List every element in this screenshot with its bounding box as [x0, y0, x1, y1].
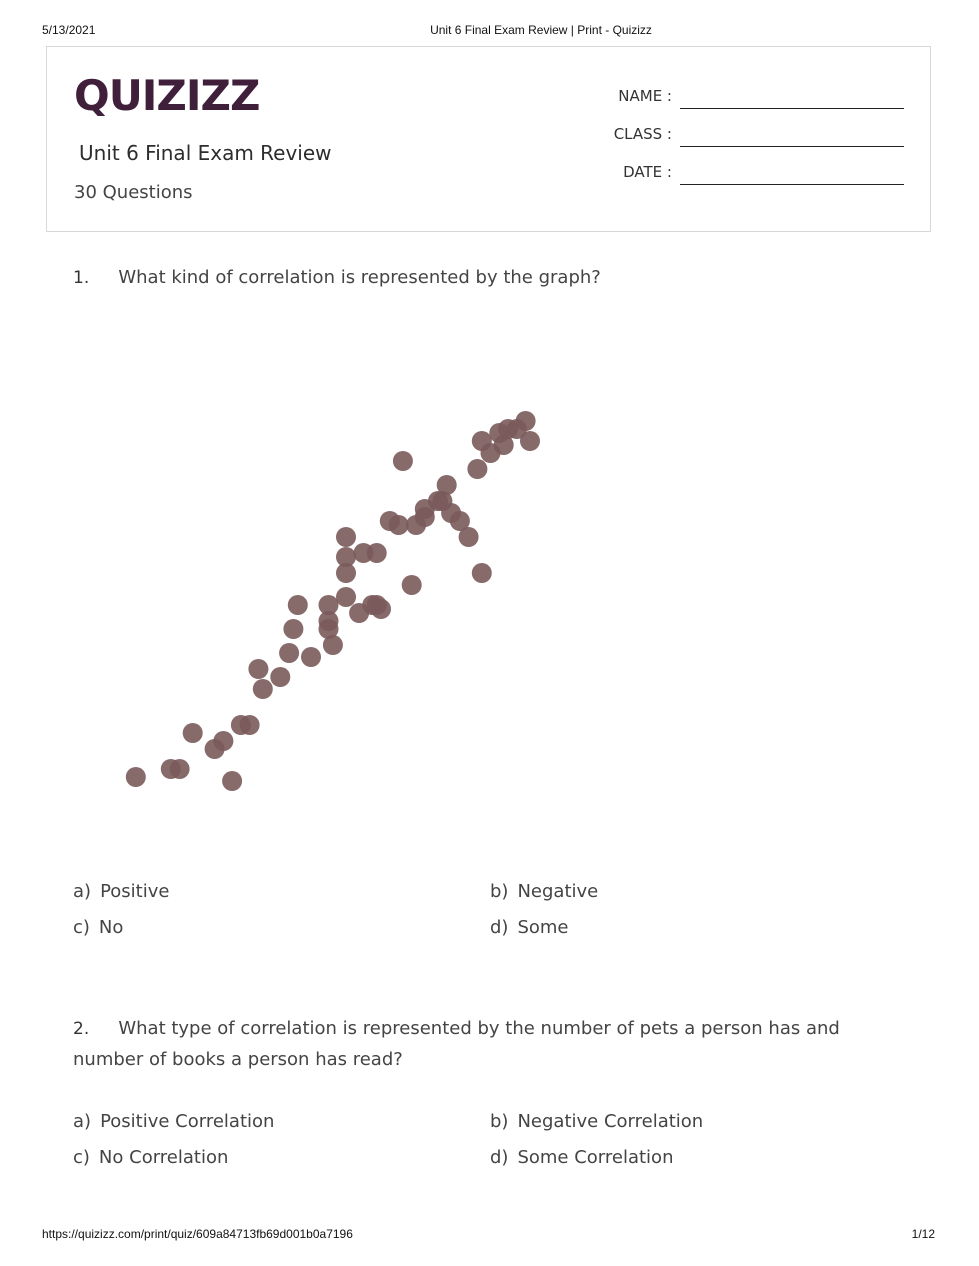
- option-text: Positive: [100, 881, 170, 902]
- option-letter: b): [490, 881, 509, 902]
- page-number: 1/12: [911, 1227, 935, 1241]
- quiz-title: Unit 6 Final Exam Review: [79, 141, 332, 165]
- question-text: What type of correlation is represented by the number of pets a person has and number of books a person has read?: [73, 1018, 840, 1070]
- scatter-point: [126, 767, 146, 787]
- scatter-point: [516, 411, 536, 431]
- scatter-point: [248, 659, 268, 679]
- q2-option-a: [73, 1111, 274, 1132]
- option-text: Negative: [517, 881, 599, 902]
- scatter-point: [367, 543, 387, 563]
- scatter-point: [240, 715, 260, 735]
- question-count: 30 Questions: [74, 182, 193, 203]
- class-line: [680, 146, 904, 147]
- scatter-point: [323, 635, 343, 655]
- scatter-points: [126, 411, 540, 791]
- scatter-point: [170, 759, 190, 779]
- question-number: 1.: [73, 268, 90, 288]
- q1-option-a: [73, 881, 169, 902]
- scatter-point: [336, 527, 356, 547]
- date-field: [604, 163, 904, 185]
- scatter-point: [520, 431, 540, 451]
- q2-option-d: [490, 1147, 673, 1168]
- scatter-point: [402, 575, 422, 595]
- scatter-point: [279, 643, 299, 663]
- scatter-point: [336, 547, 356, 567]
- quiz-header-card: [46, 46, 931, 232]
- class-field: [604, 125, 904, 147]
- scatter-point: [380, 511, 400, 531]
- name-label: NAME :: [618, 87, 672, 105]
- option-letter: b): [490, 1111, 509, 1132]
- scatter-point: [253, 679, 273, 699]
- print-url: https://quizizz.com/print/quiz/609a84713fb69d001b0a7196: [42, 1227, 353, 1241]
- option-text: Negative Correlation: [517, 1111, 704, 1132]
- option-text: No: [98, 917, 124, 938]
- q1-option-d: [490, 917, 569, 938]
- quizizz-logo: QUIZIZZ: [74, 71, 260, 120]
- date-label: DATE :: [623, 163, 672, 181]
- scatter-point: [393, 451, 413, 471]
- scatter-point: [371, 599, 391, 619]
- option-letter: c): [73, 1147, 90, 1168]
- scatter-point: [336, 587, 356, 607]
- option-text: Positive Correlation: [100, 1111, 275, 1132]
- name-line: [680, 108, 904, 109]
- class-label: CLASS :: [613, 125, 672, 143]
- scatter-point: [183, 723, 203, 743]
- q1-option-b: [490, 881, 598, 902]
- scatter-point: [467, 459, 487, 479]
- option-letter: d): [490, 1147, 509, 1168]
- option-text: No Correlation: [98, 1147, 229, 1168]
- scatter-point: [222, 771, 242, 791]
- option-text: Some: [517, 917, 569, 938]
- q1-option-c: [73, 917, 123, 938]
- scatter-point: [213, 731, 233, 751]
- q2-option-b: [490, 1111, 703, 1132]
- scatter-plot: [105, 300, 625, 850]
- option-letter: c): [73, 917, 90, 938]
- question-1: [73, 262, 903, 293]
- scatter-point: [270, 667, 290, 687]
- print-title: Unit 6 Final Exam Review | Print - Quizizz: [430, 23, 652, 37]
- q2-option-c: [73, 1147, 228, 1168]
- scatter-point: [459, 527, 479, 547]
- scatter-point: [437, 475, 457, 495]
- option-letter: d): [490, 917, 509, 938]
- scatter-point: [319, 595, 339, 615]
- scatter-point: [301, 647, 321, 667]
- option-text: Some Correlation: [517, 1147, 674, 1168]
- option-letter: a): [73, 1111, 92, 1132]
- question-number: 2.: [73, 1019, 90, 1039]
- date-line: [680, 184, 904, 185]
- option-letter: a): [73, 881, 92, 902]
- scatter-point: [283, 619, 303, 639]
- question-text: What kind of correlation is represented by the graph?: [118, 267, 601, 288]
- question-2: [73, 1013, 903, 1075]
- scatter-point: [472, 563, 492, 583]
- print-date: 5/13/2021: [42, 23, 96, 37]
- name-field: [604, 87, 904, 109]
- scatter-point: [288, 595, 308, 615]
